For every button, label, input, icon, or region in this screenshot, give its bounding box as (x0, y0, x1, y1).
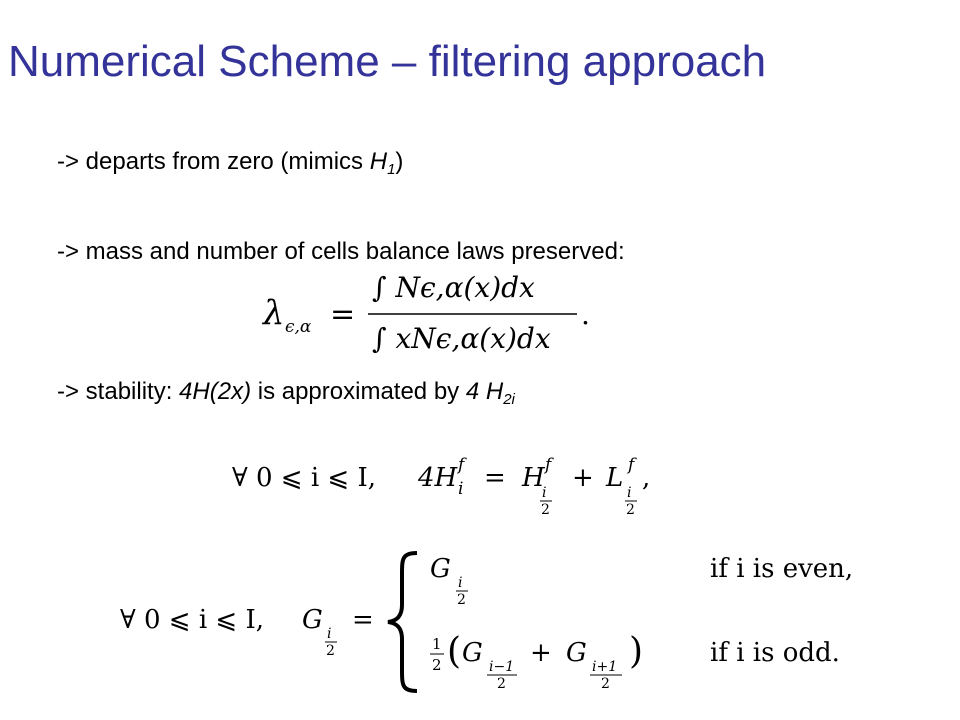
svg-text:f: f (545, 455, 552, 475)
filter-h-formula (232, 448, 682, 523)
svg-text:=: = (330, 297, 356, 332)
filter-g-formula (120, 545, 880, 695)
svg-text:2: 2 (497, 676, 506, 692)
quantifier-g: ∀ 0 ⩽ i ⩽ I, (120, 605, 264, 635)
svg-text:4H: 4H (418, 463, 458, 493)
close-paren: ) (629, 631, 644, 672)
svg-text:2: 2 (457, 592, 466, 608)
svg-text:2: 2 (626, 502, 635, 518)
svg-text:f: f (458, 455, 465, 475)
svg-text:f: f (628, 455, 635, 475)
case-odd-condition: if i is odd. (710, 638, 840, 668)
svg-text:2: 2 (541, 502, 550, 518)
slide-title: Numerical Scheme – filtering approach (8, 37, 767, 86)
svg-text:i: i (458, 479, 464, 499)
svg-text:2: 2 (601, 676, 610, 692)
svg-text:.: . (581, 298, 590, 331)
svg-text:=: = (484, 463, 506, 493)
svg-text:L: L (606, 463, 624, 493)
svg-text:λ: λ (263, 293, 285, 333)
svg-text:+: + (572, 463, 594, 493)
lambda-formula (255, 262, 595, 372)
svg-text:ϵ,α: ϵ,α (285, 317, 312, 337)
lambda-denominator: ∫ xNϵ,α(x)dx (372, 322, 551, 355)
svg-text:,: , (642, 463, 651, 493)
cases-brace (388, 553, 417, 691)
svg-text:1: 1 (432, 635, 442, 653)
svg-text:=: = (352, 605, 374, 635)
svg-text:G: G (462, 638, 483, 668)
open-paren: ( (447, 631, 462, 672)
svg-text:H: H (522, 463, 545, 493)
svg-text:G: G (302, 605, 323, 635)
svg-text:G: G (430, 554, 451, 584)
svg-text:i: i (542, 485, 547, 501)
svg-text:i: i (458, 575, 463, 591)
bullet-stability: -> stability: 4H(2x) is approximated by 4 $H_{2i}$ (57, 378, 515, 408)
svg-text:2: 2 (326, 643, 335, 659)
svg-text:i: i (327, 626, 332, 642)
svg-text:+: + (530, 638, 552, 668)
bullet-balance-laws: -> mass and number of cells balance laws preserved: (57, 238, 625, 265)
svg-text:i: i (627, 485, 632, 501)
svg-text:2: 2 (432, 656, 442, 674)
bullet-departs-from-zero: -> departs from zero (mimics $H_1$) (57, 148, 404, 178)
svg-text:i+1: i+1 (592, 659, 618, 675)
case-even-condition: if i is even, (710, 554, 854, 584)
svg-text:G: G (566, 638, 587, 668)
svg-text:i−1: i−1 (489, 659, 515, 675)
quantifier-h: ∀ 0 ⩽ i ⩽ I, (232, 463, 376, 493)
lambda-numerator: ∫ Nϵ,α(x)dx (372, 271, 535, 304)
